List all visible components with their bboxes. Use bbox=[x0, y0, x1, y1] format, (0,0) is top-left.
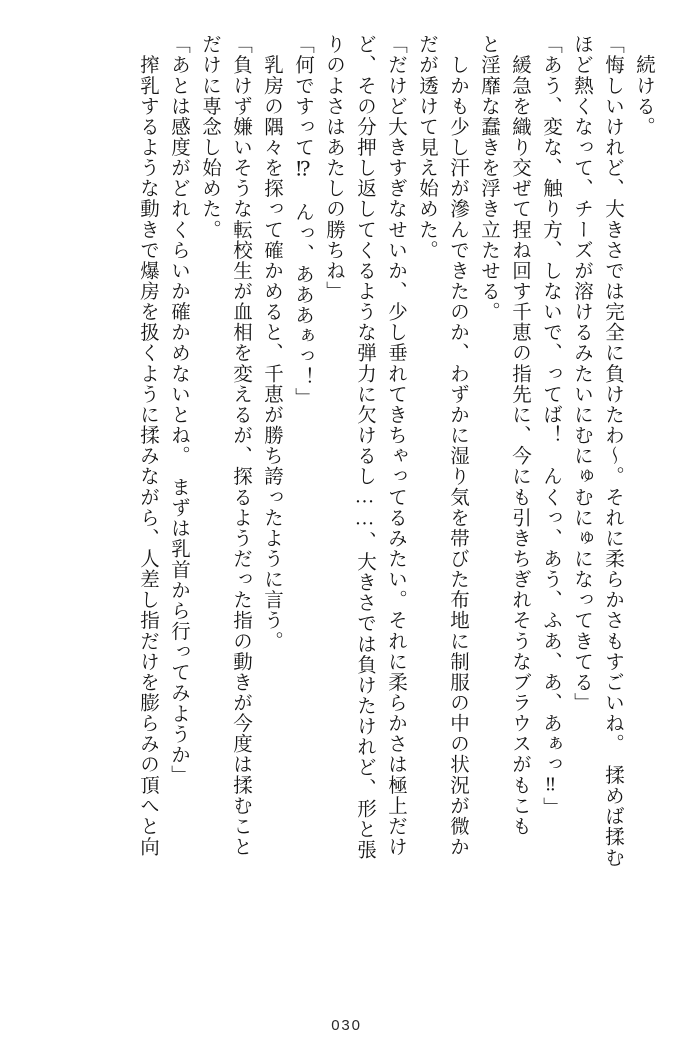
text-column: 「何ですって⁉ んっ、あああぁっ！」 bbox=[292, 34, 313, 408]
text-column: だけに専念し始めた。 bbox=[199, 34, 220, 240]
text-column: ほど熱くなって、チーズが溶けるみたいにむにゅむにゅになってきてる」 bbox=[571, 34, 592, 713]
text-column: だが透けて見え始めた。 bbox=[416, 34, 437, 261]
text-column: と淫靡な蠢きを浮き立たせる。 bbox=[478, 34, 499, 323]
text-column: 「だけど大きすぎなせいか、少し垂れてきちゃってるみたい。それに柔らかさは極上だけ bbox=[385, 34, 406, 857]
text-column: 乳房の隅々を探って確かめると、千恵が勝ち誇ったように言う。 bbox=[261, 34, 282, 652]
text-column: 「負けず嫌いそうな転校生が血相を変えるが、探るようだった指の動きが今度は揉むこと bbox=[230, 34, 251, 857]
text-column: 続ける。 bbox=[633, 34, 654, 137]
text-column: ど、その分押し返してくるような弾力に欠けるし……、大きさでは負けたけれど、形と張 bbox=[354, 34, 375, 860]
text-column: 「あとは感度がどれくらいか確かめないとね。 まずは乳首から行ってみようか」 bbox=[168, 34, 189, 786]
text-column: しかも少し汗が滲んできたのか、わずかに湿り気を帯びた布地に制服の中の状況が微か bbox=[447, 34, 468, 857]
text-column: 搾乳するような動きで爆房を扱くように揉みながら、人差し指だけを膨らみの頂へと向 bbox=[137, 34, 158, 857]
vertical-text-body bbox=[40, 34, 653, 984]
text-column: 緩急を織り交ぜて捏ね回す千恵の指先に、今にも引きちぎれそうなブラウスがもこも bbox=[509, 34, 530, 837]
page-number: 030 bbox=[331, 1017, 362, 1034]
text-column: 「あう、変な、触り方、しないで、ってば！ んくっ、あう、ふあ、あ、あぁっ‼」 bbox=[540, 34, 561, 818]
text-column: 「悔しいけれど、大きさでは完全に負けたわ～。それに柔らかさもすごいね。 揉めば揉む bbox=[602, 34, 623, 868]
text-column: りのよさはあたしの勝ちね」 bbox=[323, 34, 344, 302]
